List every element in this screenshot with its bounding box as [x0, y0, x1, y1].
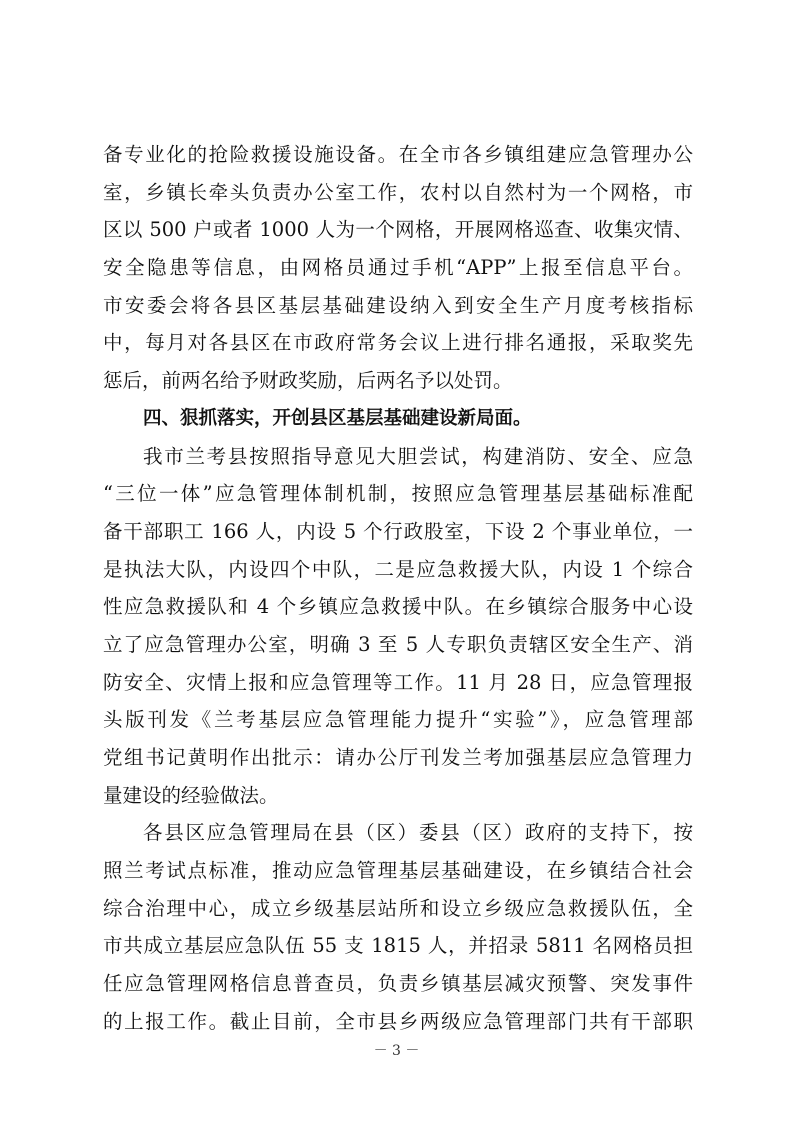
- text-line: 党组书记黄明作出批示：请办公厅刊发兰考加强基层应急管理力: [103, 746, 693, 769]
- text-line: 是执法大队，内设四个中队，二是应急救援大队，内设 1 个综合: [103, 557, 693, 581]
- text-line: 市共成立基层应急队伍 55 支 1815 人，并招录 5811 名网格员担: [103, 934, 693, 958]
- text-line: 室，乡镇长牵头负责办公室工作，农村以自然村为一个网格，市: [103, 180, 693, 204]
- text-line: 我市兰考县按照指导意见大胆尝试，构建消防、安全、应急: [143, 444, 693, 468]
- section-heading: 四、狠抓落实，开创县区基层基础建设新局面。: [143, 407, 532, 429]
- text-line: 安全隐患等信息，由网格员通过手机“APP”上报至信息平台。: [103, 256, 693, 280]
- text-line: “三位一体”应急管理体制机制，按照应急管理基层基础标准配: [103, 482, 693, 506]
- text-line: 的上报工作。截止目前，全市县乡两级应急管理部门共有干部职: [103, 1009, 693, 1033]
- text-line: 性应急救援队和 4 个乡镇应急救援中队。在乡镇综合服务中心设: [103, 595, 693, 619]
- text-line: 立了应急管理办公室，明确 3 至 5 人专职负责辖区安全生产、消: [103, 632, 693, 656]
- text-line: 头版刊发《兰考基层应急管理能力提升“实验”》，应急管理部: [103, 708, 693, 732]
- text-line: 综合治理中心，成立乡级基层站所和设立乡级应急救援队伍，全: [103, 896, 693, 920]
- page-number: － 3 －: [373, 1043, 420, 1059]
- text-line: 任应急管理网格信息普查员，负责乡镇基层减灾预警、突发事件: [103, 972, 693, 996]
- text-line: 各县区应急管理局在县（区）委县（区）政府的支持下，按: [143, 821, 693, 845]
- text-line: 区以 500 户或者 1000 人为一个网格，开展网格巡查、收集灾情、: [103, 218, 693, 242]
- text-line: 备干部职工 166 人，内设 5 个行政股室，下设 2 个事业单位，一: [103, 519, 693, 543]
- text-line: 防安全、灾情上报和应急管理等工作。11 月 28 日，应急管理报: [103, 670, 693, 694]
- text-line: 照兰考试点标准，推动应急管理基层基础建设，在乡镇结合社会: [103, 859, 693, 883]
- body-text: [103, 136, 693, 1041]
- text-line: 惩后，前两名给予财政奖励，后两名予以处罚。: [103, 369, 513, 393]
- text-line: 中，每月对各县区在市政府常务会议上进行排名通报，采取奖先: [103, 331, 693, 355]
- text-line: 量建设的经验做法。: [103, 783, 279, 807]
- text-line: 市安委会将各县区基层基础建设纳入到安全生产月度考核指标: [103, 293, 693, 317]
- text-line: 备专业化的抢险救援设施设备。在全市各乡镇组建应急管理办公: [103, 143, 693, 166]
